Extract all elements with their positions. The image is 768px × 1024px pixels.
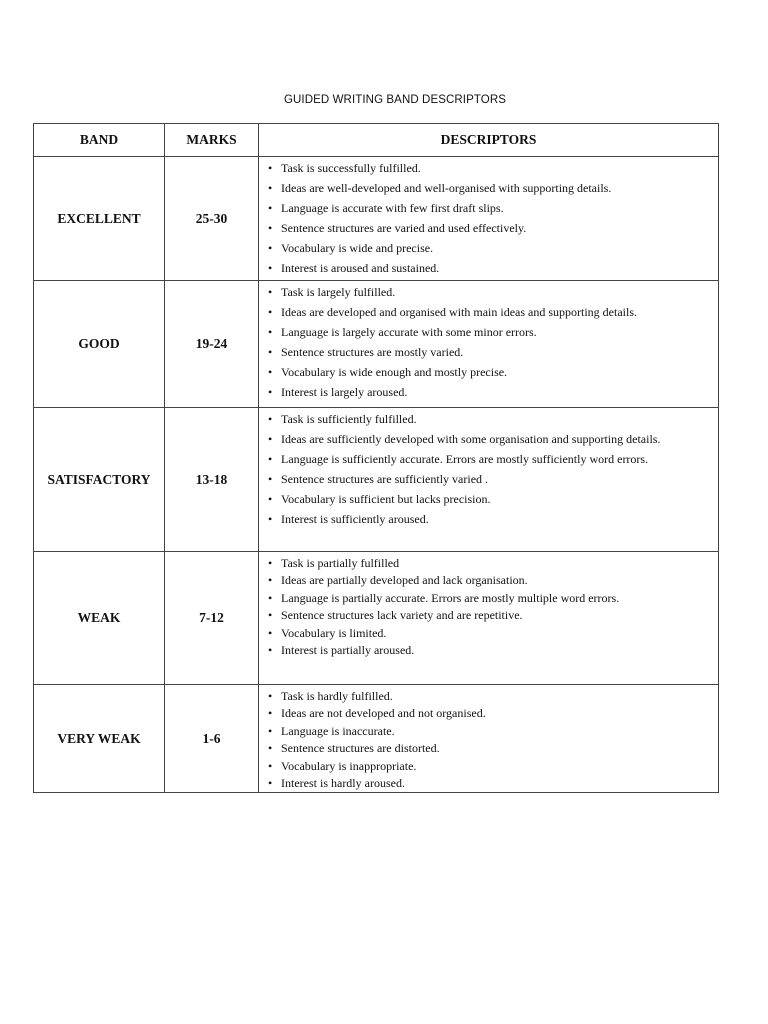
descriptor-item: • Interest is aroused and sustained. — [259, 260, 718, 277]
descriptor-item: • Language is inaccurate. — [259, 723, 718, 740]
band-marks: 1-6 — [165, 685, 259, 793]
descriptor-item: • Ideas are not developed and not organised. — [259, 705, 718, 722]
header-band: BAND — [34, 124, 165, 157]
descriptor-item: • Interest is sufficiently aroused. — [259, 511, 718, 528]
descriptor-item: • Language is sufficiently accurate. Errors are mostly sufficiently word errors. — [259, 451, 718, 468]
band-name: VERY WEAK — [34, 685, 165, 793]
band-row-weak — [34, 552, 719, 685]
band-descriptors — [259, 157, 719, 281]
descriptor-item: • Sentence structures lack variety and are repetitive. — [259, 607, 718, 624]
descriptor-item: • Language is accurate with few first draft slips. — [259, 200, 718, 217]
descriptor-item: • Ideas are well-developed and well-organised with supporting details. — [259, 180, 718, 197]
band-marks: 13-18 — [165, 408, 259, 552]
descriptor-item: • Interest is largely aroused. — [259, 384, 718, 401]
descriptor-item: • Interest is hardly aroused. — [259, 775, 718, 792]
descriptor-item: • Sentence structures are mostly varied. — [259, 344, 718, 361]
band-row-satisfactory — [34, 408, 719, 552]
band-name: WEAK — [34, 552, 165, 685]
band-descriptors-table — [33, 123, 719, 793]
band-name: EXCELLENT — [34, 157, 165, 281]
descriptor-item: • Task is hardly fulfilled. — [259, 688, 718, 705]
band-row-good — [34, 281, 719, 408]
descriptor-item: • Sentence structures are varied and used effectively. — [259, 220, 718, 237]
band-marks: 25-30 — [165, 157, 259, 281]
descriptor-item: • Language is partially accurate. Errors are mostly multiple word errors. — [259, 590, 718, 607]
band-name: GOOD — [34, 281, 165, 408]
band-marks: 19-24 — [165, 281, 259, 408]
table-header-row — [34, 124, 719, 157]
descriptor-item: • Vocabulary is inappropriate. — [259, 758, 718, 775]
document-title: GUIDED WRITING BAND DESCRIPTORS — [283, 94, 507, 106]
descriptor-item: • Ideas are developed and organised with main ideas and supporting details. — [259, 304, 718, 321]
descriptor-item: • Ideas are sufficiently developed with some organisation and supporting details. — [259, 431, 718, 448]
descriptor-item: • Ideas are partially developed and lack organisation. — [259, 572, 718, 589]
descriptor-item: • Task is largely fulfilled. — [259, 284, 718, 301]
band-marks: 7-12 — [165, 552, 259, 685]
descriptor-item: • Vocabulary is sufficient but lacks precision. — [259, 491, 718, 508]
descriptor-item: • Sentence structures are distorted. — [259, 740, 718, 757]
band-descriptors — [259, 552, 719, 685]
band-descriptors — [259, 685, 719, 793]
descriptor-item: • Language is largely accurate with some minor errors. — [259, 324, 718, 341]
header-marks: MARKS — [165, 124, 259, 157]
descriptor-item: • Sentence structures are sufficiently varied . — [259, 471, 718, 488]
header-descriptors: DESCRIPTORS — [259, 124, 719, 157]
descriptor-item: • Vocabulary is wide and precise. — [259, 240, 718, 257]
descriptor-item: • Vocabulary is wide enough and mostly precise. — [259, 364, 718, 381]
band-row-very-weak — [34, 685, 719, 793]
band-descriptors — [259, 281, 719, 408]
descriptor-item: • Vocabulary is limited. — [259, 625, 718, 642]
descriptor-item: • Task is partially fulfilled — [259, 555, 718, 572]
descriptor-item: • Task is successfully fulfilled. — [259, 160, 718, 177]
band-row-excellent — [34, 157, 719, 281]
band-name: SATISFACTORY — [34, 408, 165, 552]
descriptor-item: • Task is sufficiently fulfilled. — [259, 411, 718, 428]
band-descriptors — [259, 408, 719, 552]
descriptor-item: • Interest is partially aroused. — [259, 642, 718, 659]
